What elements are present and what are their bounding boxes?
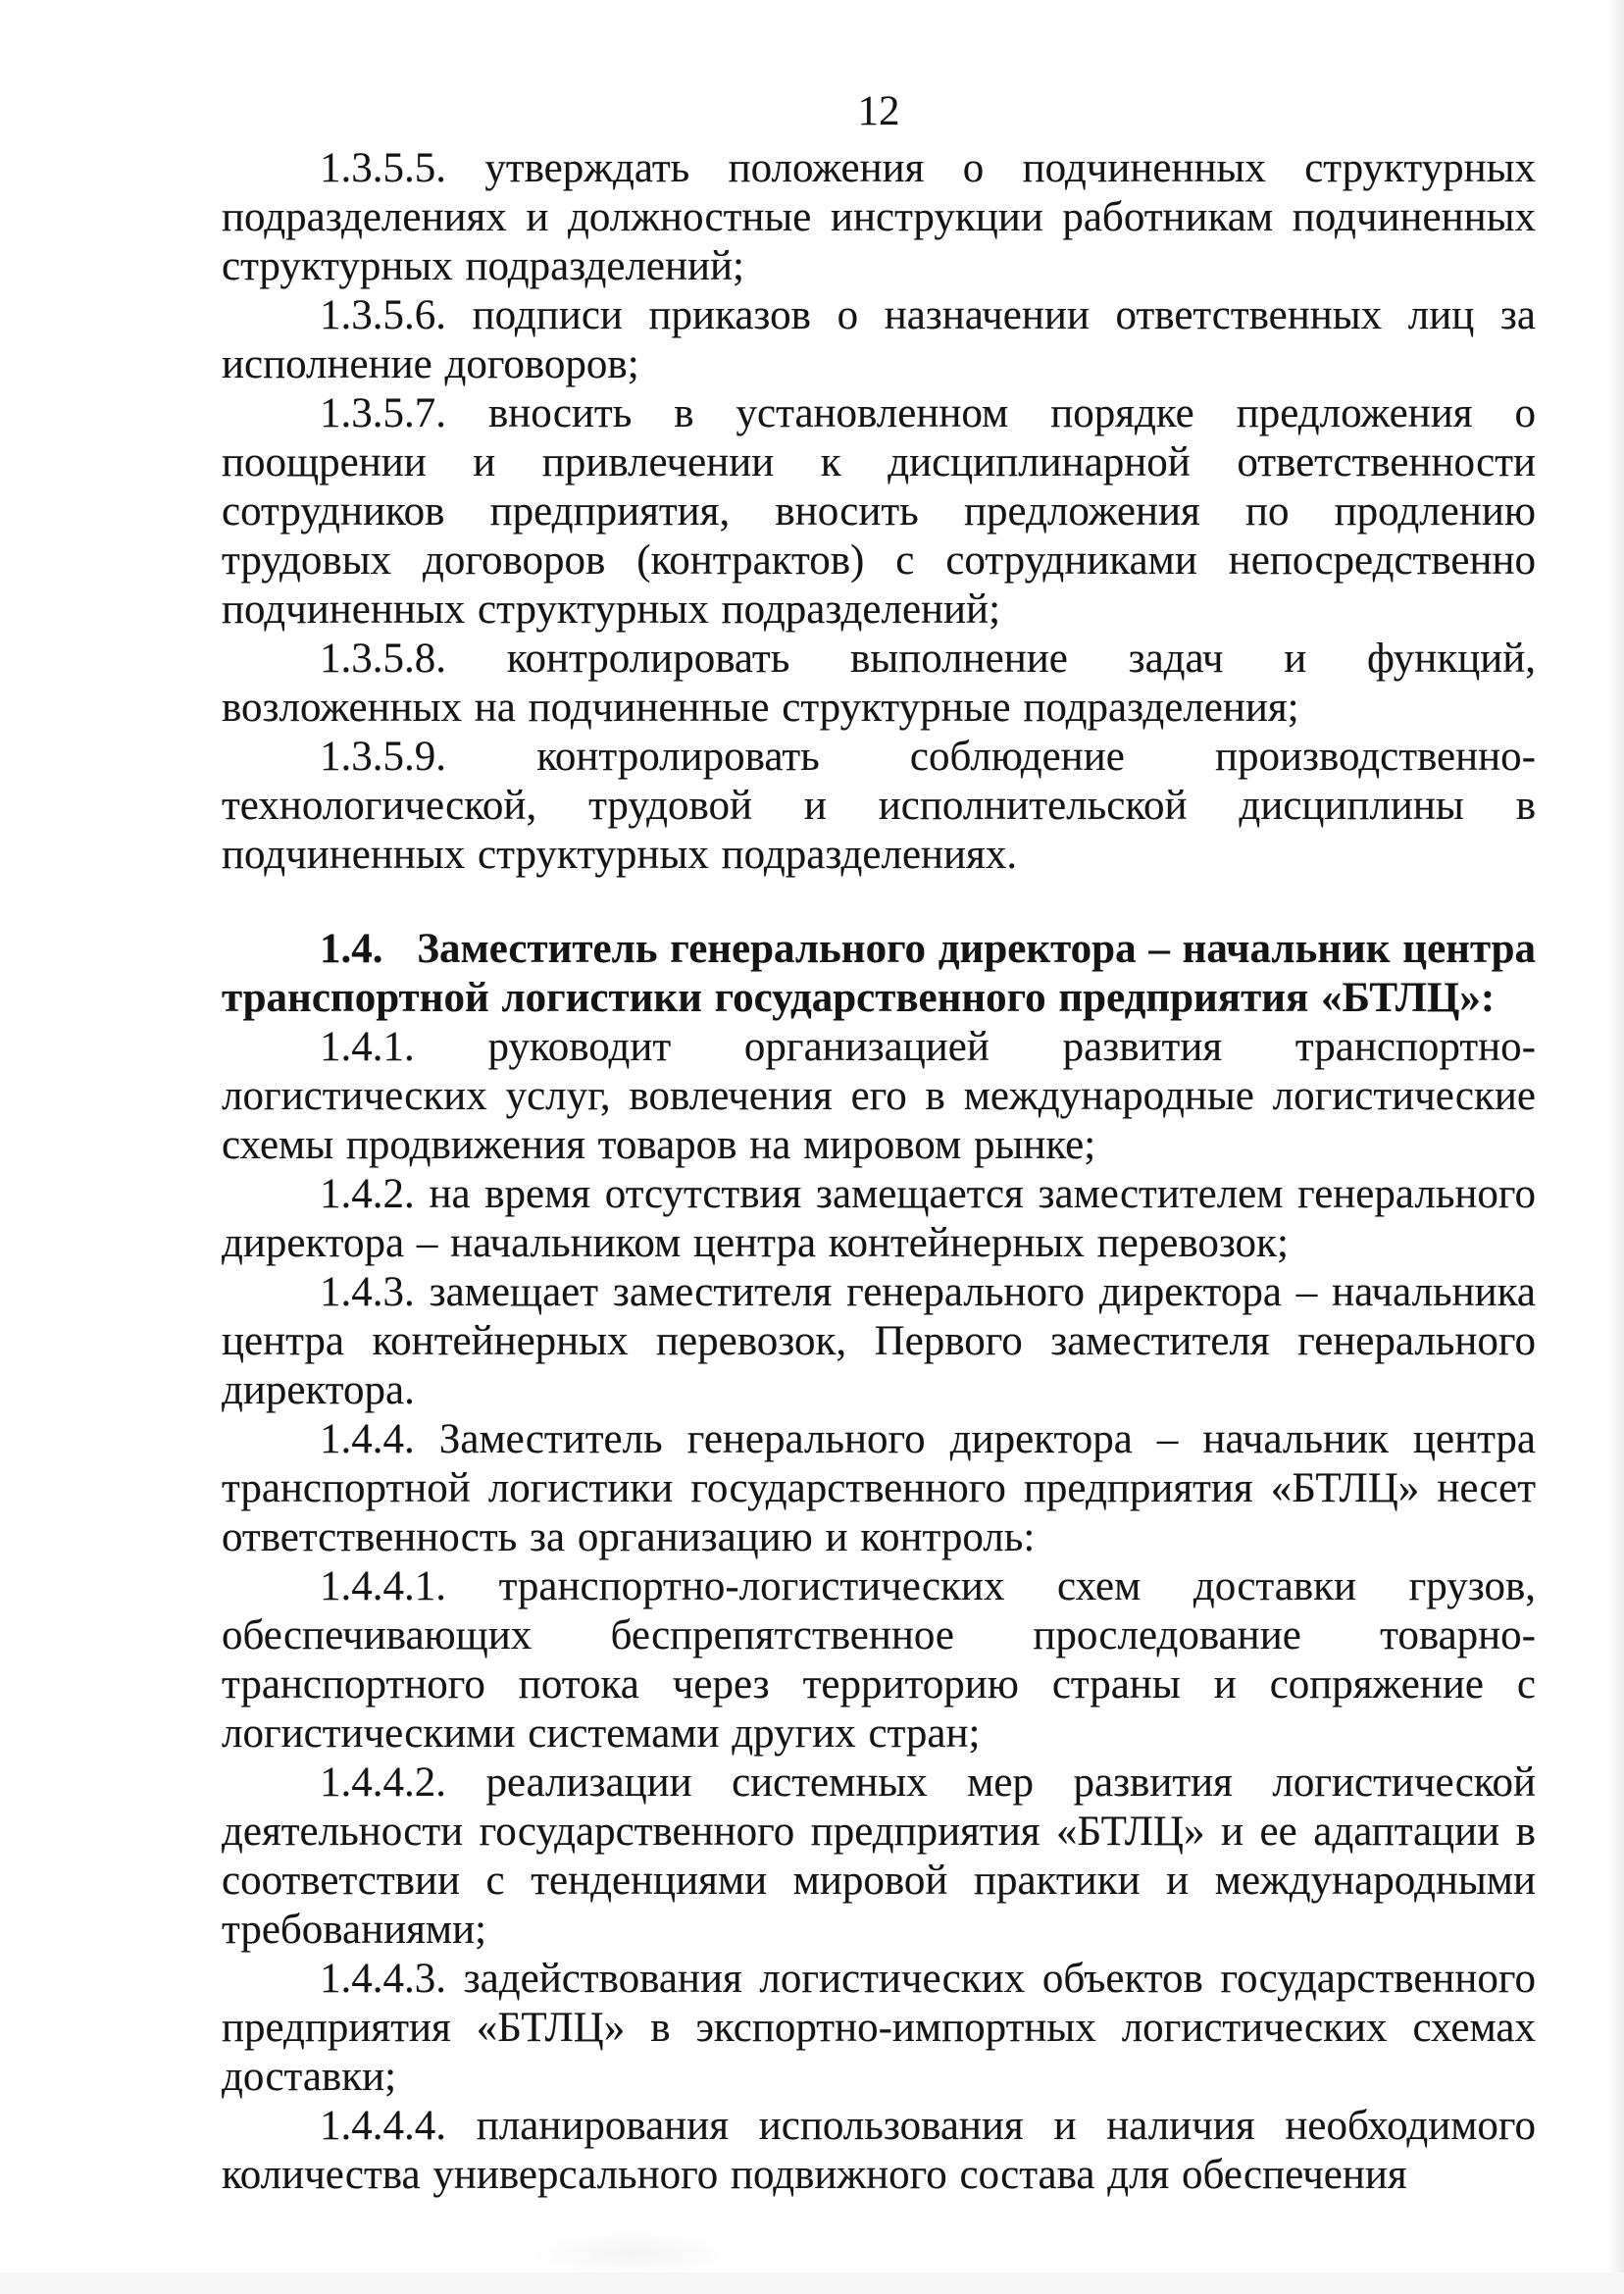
paragraph-text: реализации системных мер развития логистической деятельности государственного предприятия «БТЛЦ» и ее адаптации в соответствии с тенденциями мировой практики и международными требованиями; [222,1759,1537,1953]
paragraph-text: задействования логистических объектов государственного предприятия «БТЛЦ» в экспортно-импортных логистических схемах доставки; [222,1956,1536,2100]
document-body [222,144,1536,2200]
paragraph-number: 1.4.4.1. [320,1563,446,1609]
paragraph-text: транспортно-логистических схем доставки грузов, обеспечивающих беспрепятственное проследование товарно-транспортного потока через территорию страны и сопряжение с логистическими системами других стран; [222,1563,1537,1757]
paragraph-1-4-2 [222,1170,1536,1268]
paragraph-number: 1.3.5.7. [320,390,446,436]
paragraph-1-4-4-3 [222,1955,1536,2102]
scan-smudge [530,2231,736,2276]
paragraph-text: Заместитель генерального директора – начальник центра транспортной логистики государственного предприятия «БТЛЦ» несет ответственность за организацию и контроль: [222,1416,1537,1560]
paragraph-number: 1.4.4.3. [320,1956,446,2002]
paragraph-1-4-4-1 [222,1562,1536,1759]
paragraph-number: 1.4.1. [320,1024,415,1070]
paragraph-number: 1.3.5.8. [320,636,446,682]
paragraph-1-3-5-8 [222,635,1536,733]
paragraph-number: 1.3.5.6. [320,292,446,338]
paragraph-number: 1.3.5.5. [320,145,446,191]
page-number: 12 [857,88,900,134]
paragraph-text: вносить в установленном порядке предложения о поощрении и привлечении к дисциплинарной ответственности сотрудников предприятия, вносить предложения по продлению трудовых договоров (контрактов) с сотрудниками непосредственно подчиненных структурных подразделений; [222,390,1536,633]
paragraph-number: 1.4. [320,926,383,972]
paragraph-1-4-4 [222,1415,1536,1562]
paragraph-1-4-4-4 [222,2102,1536,2200]
paragraph-number: 1.4.4.4. [320,2103,446,2149]
paragraph-text: утверждать положения о подчиненных структурных подразделениях и должностные инструкции работникам подчиненных структурных подразделений; [222,145,1537,289]
paragraph-1-3-5-7 [222,389,1536,635]
paragraph-1-3-5-9 [222,733,1536,880]
paragraph-number: 1.4.2. [320,1171,415,1217]
paragraph-1-3-5-6 [222,291,1536,389]
paragraph-text: подписи приказов о назначении ответственных лиц за исполнение договоров; [222,292,1536,387]
paragraph-1-4-3 [222,1268,1536,1415]
paragraph-text: Заместитель генерального директора – начальник центра транспортной логистики государственного предприятия «БТЛЦ»: [222,926,1537,1021]
paragraph-text: на время отсутствия замещается заместителем генерального директора – начальником центра контейнерных перевозок; [222,1171,1537,1266]
paragraph-1-3-5-5 [222,144,1536,291]
paragraph-number: 1.4.3. [320,1269,415,1315]
paragraph-text: замещает заместителя генерального директора – начальника центра контейнерных перевозок, Первого заместителя генерального директора. [222,1269,1536,1413]
paragraph-number: 1.4.4.2. [320,1759,446,1806]
paragraph-1-4-4-2 [222,1759,1536,1955]
paragraph-text: контролировать соблюдение производственно-технологической, трудовой и исполнительской дисциплины в подчиненных структурных подразделениях. [222,734,1536,878]
paragraph-text: руководит организацией развития транспортно-логистических услуг, вовлечения его в международные логистические схемы продвижения товаров на мировом рынке; [222,1024,1536,1168]
scan-edge-shadow-bottom [0,2272,1624,2294]
text-block [222,87,1536,2200]
paragraph-text: контролировать выполнение задач и функций, возложенных на подчиненные структурные подразделения; [222,636,1536,731]
paragraph-1-4-1 [222,1023,1536,1170]
paragraph-text: планирования использования и наличия необходимого количества универсального подвижного состава для обеспечения [222,2103,1536,2198]
paragraph-number: 1.3.5.9. [320,734,446,780]
paragraph-1-4 [222,925,1536,1023]
scan-edge-shadow-right [1608,0,1624,2294]
paragraph-number: 1.4.4. [320,1416,415,1462]
